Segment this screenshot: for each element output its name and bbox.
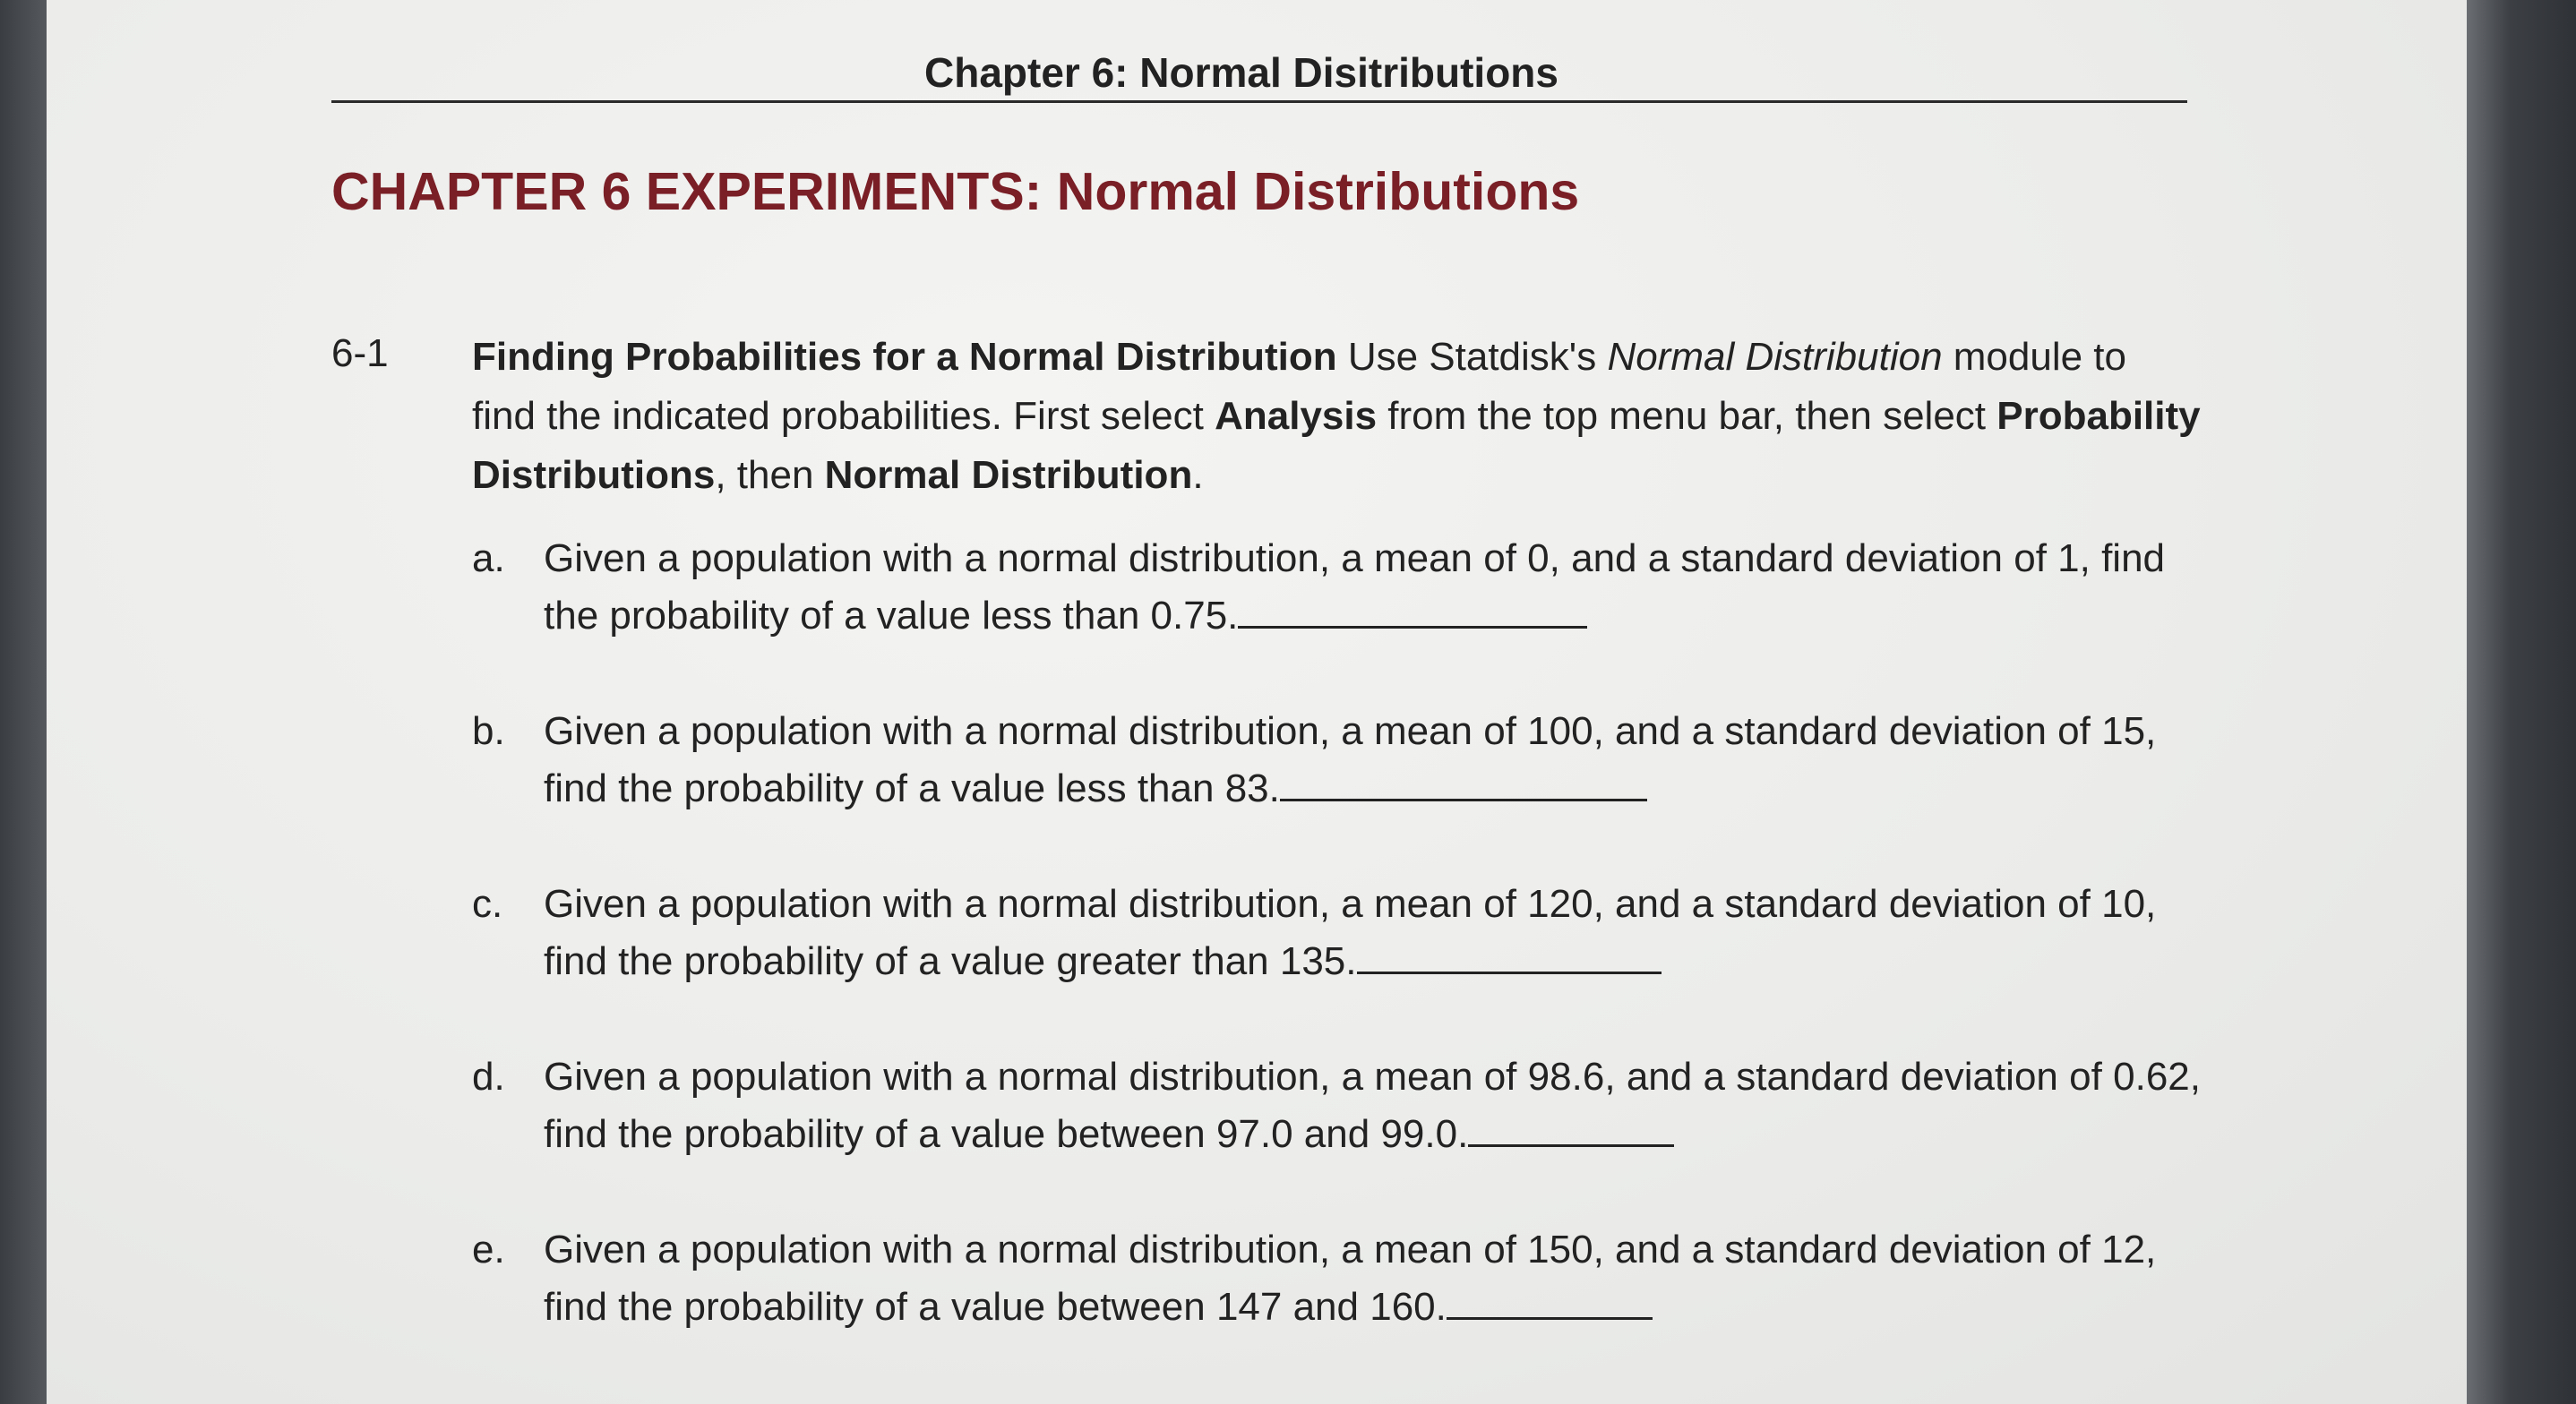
running-header xyxy=(331,45,2187,103)
module-name: Normal Distribution xyxy=(1607,335,1943,379)
question-letter: d. xyxy=(472,1055,505,1099)
question-text: Given a population with a normal distribution, a mean of 98.6, and a standard deviation of 0.62, find the probability of a value between 97.0 and 99.0. xyxy=(544,1055,2201,1156)
question-a xyxy=(472,530,2201,645)
monitor-bezel-right xyxy=(2467,0,2576,1404)
answer-blank xyxy=(1357,936,1662,974)
intro-text-2: module to find the indicated probabilities. First select xyxy=(472,335,2127,438)
question-c xyxy=(472,876,2201,990)
chapter-title: CHAPTER 6 EXPERIMENTS: Normal Distributions xyxy=(331,162,1580,221)
answer-blank xyxy=(1280,763,1647,801)
exercise-intro xyxy=(472,328,2201,505)
question-b xyxy=(472,703,2201,818)
question-letter: e. xyxy=(472,1228,505,1271)
question-d xyxy=(472,1049,2201,1163)
menu-analysis: Analysis xyxy=(1215,394,1378,438)
exercise-number: 6-1 xyxy=(331,331,389,375)
answer-blank xyxy=(1238,590,1587,629)
question-e xyxy=(472,1221,2201,1336)
question-letter: b. xyxy=(472,709,505,753)
document-page xyxy=(47,0,2467,1404)
intro-text-3: from the top menu bar, then select xyxy=(1377,394,1997,438)
question-letter: c. xyxy=(472,882,503,926)
answer-blank xyxy=(1468,1109,1674,1147)
question-text: Given a population with a normal distribution, a mean of 100, and a standard deviation of 15, find the probability of a value less than 83. xyxy=(544,709,2157,810)
answer-blank xyxy=(1447,1281,1653,1320)
menu-normal-distribution: Normal Distribution xyxy=(824,453,1193,497)
question-text: Given a population with a normal distribution, a mean of 150, and a standard deviation of 12, find the probability of a value between 147 and 160. xyxy=(544,1228,2157,1329)
intro-text-1: Use Statdisk's xyxy=(1336,335,1608,379)
monitor-bezel-left xyxy=(0,0,47,1404)
exercise-title: Finding Probabilities for a Normal Distribution xyxy=(472,335,1337,379)
question-text: Given a population with a normal distribution, a mean of 0, and a standard deviation of 1, find the probability of a value less than 0.75. xyxy=(544,536,2166,638)
intro-text-4: , then xyxy=(715,453,825,497)
menu-probability-distributions: Probability Distributions xyxy=(472,394,2201,497)
running-header-text: Chapter 6: Normal Disitributions xyxy=(924,49,1558,96)
intro-text-5: . xyxy=(1192,453,1204,497)
question-text: Given a population with a normal distribution, a mean of 120, and a standard deviation of 10, find the probability of a value greater than 135. xyxy=(544,882,2157,983)
question-letter: a. xyxy=(472,536,505,580)
